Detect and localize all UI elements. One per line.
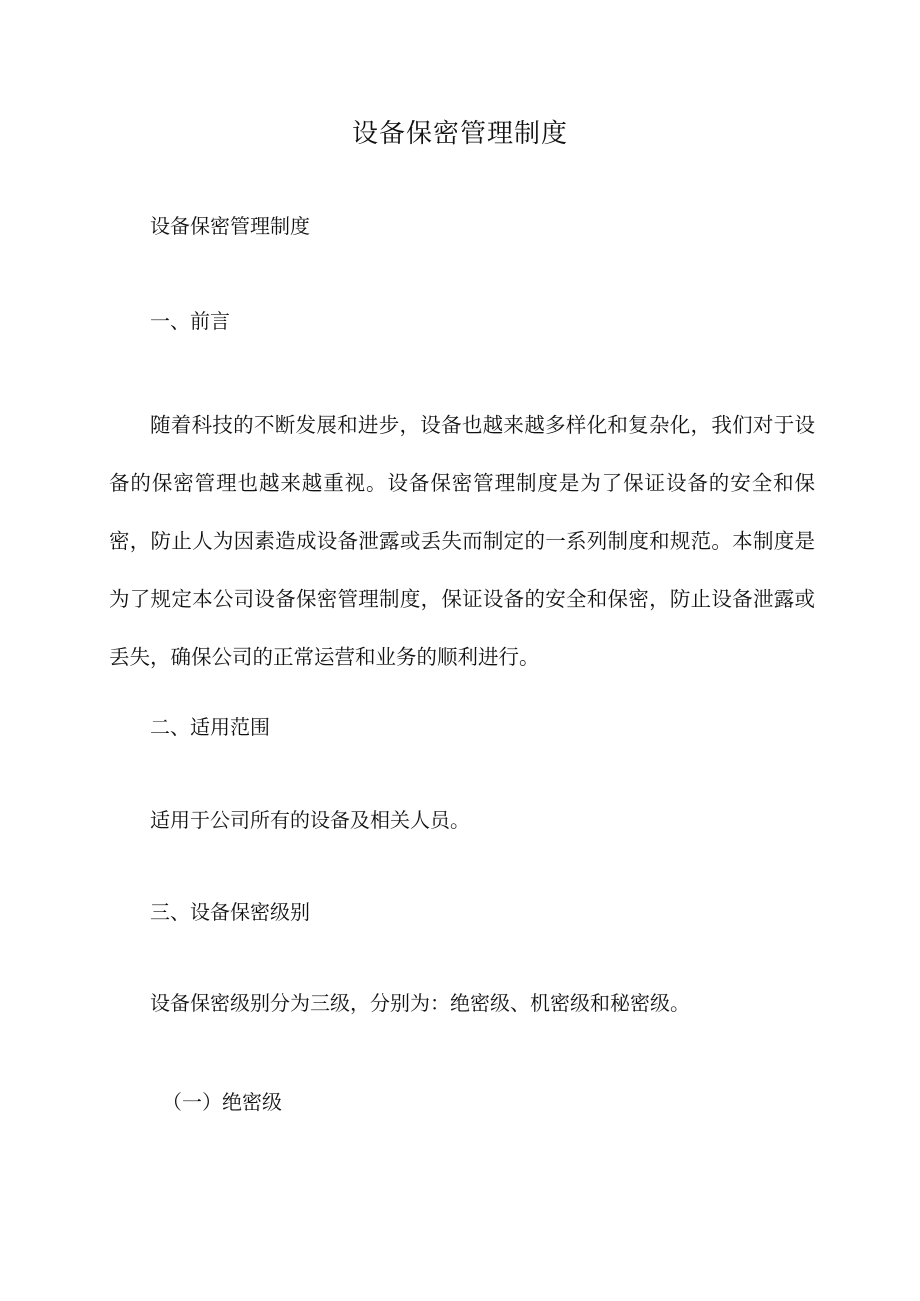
- document-title: 设备保密管理制度: [351, 119, 568, 149]
- subsection-heading-top-secret: （一）绝密级: [162, 1090, 282, 1114]
- section-heading-preface: 一、前言: [150, 309, 230, 333]
- document-subtitle: 设备保密管理制度: [150, 214, 310, 238]
- section-heading-scope: 二、适用范围: [150, 715, 270, 739]
- section-heading-confidentiality-levels: 三、设备保密级别: [150, 900, 310, 924]
- preface-paragraph: 随着科技的不断发展和进步，设备也越来越多样化和复杂化，我们对于设备的保密管理也越来越重视。设备保密管理制度是为了保证设备的安全和保密，防止人为因素造成设备泄露或丢失而制定的一系列制度和规范。本制度是为了规定本公司设备保密管理制度，保证设备的安全和保密，防止设备泄露或丢失，确保公司的正常运营和业务的顺利进行。: [109, 413, 815, 669]
- confidentiality-levels-text: 设备保密级别分为三级，分别为：绝密级、机密级和秘密级。: [150, 991, 690, 1015]
- scope-text: 适用于公司所有的设备及相关人员。: [150, 808, 470, 832]
